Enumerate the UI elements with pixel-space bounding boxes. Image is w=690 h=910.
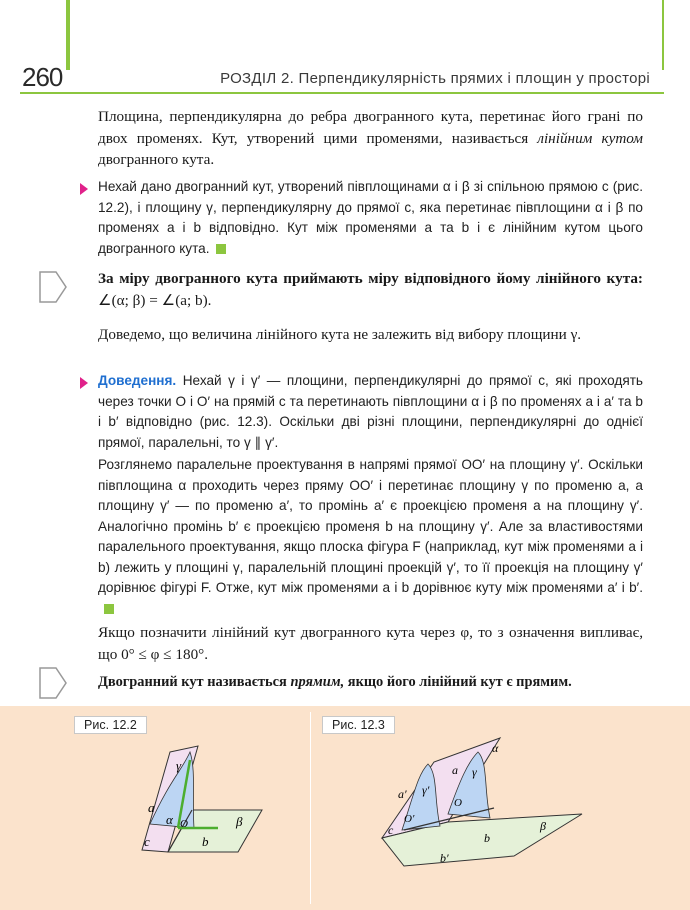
- text: За міру двогранного кута приймають міру відповідного йому лінійного кута:: [98, 270, 643, 287]
- definition-marker-icon: [38, 270, 68, 304]
- bullet-marker: [80, 377, 88, 389]
- proof-paragraph-1: [98, 371, 643, 453]
- measure-definition: [98, 268, 643, 311]
- end-of-proof-icon: [216, 244, 226, 254]
- label-O: O: [454, 797, 462, 809]
- text: Розглянемо паралельне проектування в напрямі прямої OO′ на площину γ′. Оскільки півплощина α проходить через пряму OO′ і перетинає площину γ по променю a, а площину γ′ — по променю a′, то промінь a′ є проекцією променя a на площину γ′. Аналогічно промінь b′ є проекцією променя b на площину γ′. Але за властивостями паралельного проектування, якщо плоска фігура F (наприклад, кут між променями a і b) лежить у площині γ, паралельній площині проекцій γ′, то її проекція на площину γ′ дорівнює фігурі F. Отже, кут між променями a і b дорівнює куту між променями a′ і b′.: [98, 457, 643, 595]
- definition-paragraph: [98, 106, 643, 171]
- text: Нехай дано двогранний кут, утворений півплощинами α і β зі спільною прямою c (рис. 12.2), і площину γ, перпендикулярну до прямої c, яка перетинає півплощини α і β по променях a і b відповідно. Кут між променями a та b і є лінійним кутом цього двогранного кута.: [98, 179, 643, 256]
- label-gamma: γ: [472, 765, 477, 779]
- figures-divider: [310, 712, 311, 904]
- term-right: прямим,: [290, 674, 345, 690]
- page-frame-decoration: [66, 0, 70, 70]
- proof-paragraph-2: [98, 455, 643, 619]
- label-a: a: [148, 800, 155, 815]
- range-paragraph: Якщо позначити лінійний кут двогранного кута через φ, то з означення випливає, що 0° ≤ φ ≤ 180°.: [98, 624, 643, 663]
- text: якщо його лінійний кут є прямим.: [347, 674, 572, 690]
- definition-marker-icon: [38, 666, 68, 700]
- label-a: a: [452, 763, 458, 777]
- label-gamma-prime: γ′: [422, 783, 430, 797]
- label-beta: β: [236, 814, 243, 829]
- label-alpha: α: [492, 741, 499, 755]
- figure-12-2: [110, 740, 280, 860]
- figure-12-3: [374, 734, 600, 868]
- label-alpha: α: [166, 812, 173, 827]
- right-angle-definition: [98, 672, 643, 694]
- label-b: b: [484, 831, 490, 845]
- figure-label: Рис. 12.2: [74, 716, 147, 734]
- label-gamma: γ: [176, 758, 182, 773]
- running-title: РОЗДІЛ 2. Перпендикулярність прямих і площин у просторі: [220, 70, 650, 87]
- formula: ∠(α; β) = ∠(a; b).: [98, 291, 212, 309]
- label-c: c: [144, 834, 150, 849]
- setup-paragraph: [98, 177, 643, 259]
- figure-label: Рис. 12.3: [322, 716, 395, 734]
- text: Двогранний кут називається: [98, 674, 287, 690]
- label-b: b: [202, 834, 209, 849]
- label-a-prime: a′: [398, 787, 407, 801]
- label-O: O: [180, 818, 188, 830]
- label-c: c: [388, 823, 394, 837]
- term-linear-angle: лінійним кутом: [537, 129, 643, 147]
- proof-label: Доведення.: [98, 373, 177, 388]
- claim-paragraph: Доведемо, що величина лінійного кута не залежить від вибору площини γ.: [98, 326, 582, 343]
- bullet-marker: [80, 183, 88, 195]
- page-number: 260: [22, 62, 63, 92]
- label-O-prime: O′: [404, 813, 415, 825]
- text: Площина, перпендикулярна до ребра двогранного кута, перетинає його грані по двох променях. Кут, утворений цими променями, називається: [98, 108, 643, 147]
- text: двогранного кута.: [98, 151, 215, 168]
- text: Нехай γ і γ′ — площини, перпендикулярні до прямої c, які проходять через точки O і O′ на прямій c та перетинають півплощини α і β по променях a і a′ та b і b′ відповідно (рис. 12.3). Оскільки дві різні площини, перпендикулярні до однієї прямої, паралельні, то γ ∥ γ′.: [98, 373, 644, 450]
- label-beta: β: [540, 819, 546, 833]
- label-b-prime: b′: [440, 851, 449, 865]
- page-frame-decoration-right: [662, 0, 664, 70]
- end-of-proof-icon: [104, 604, 114, 614]
- header-rule: [20, 92, 664, 94]
